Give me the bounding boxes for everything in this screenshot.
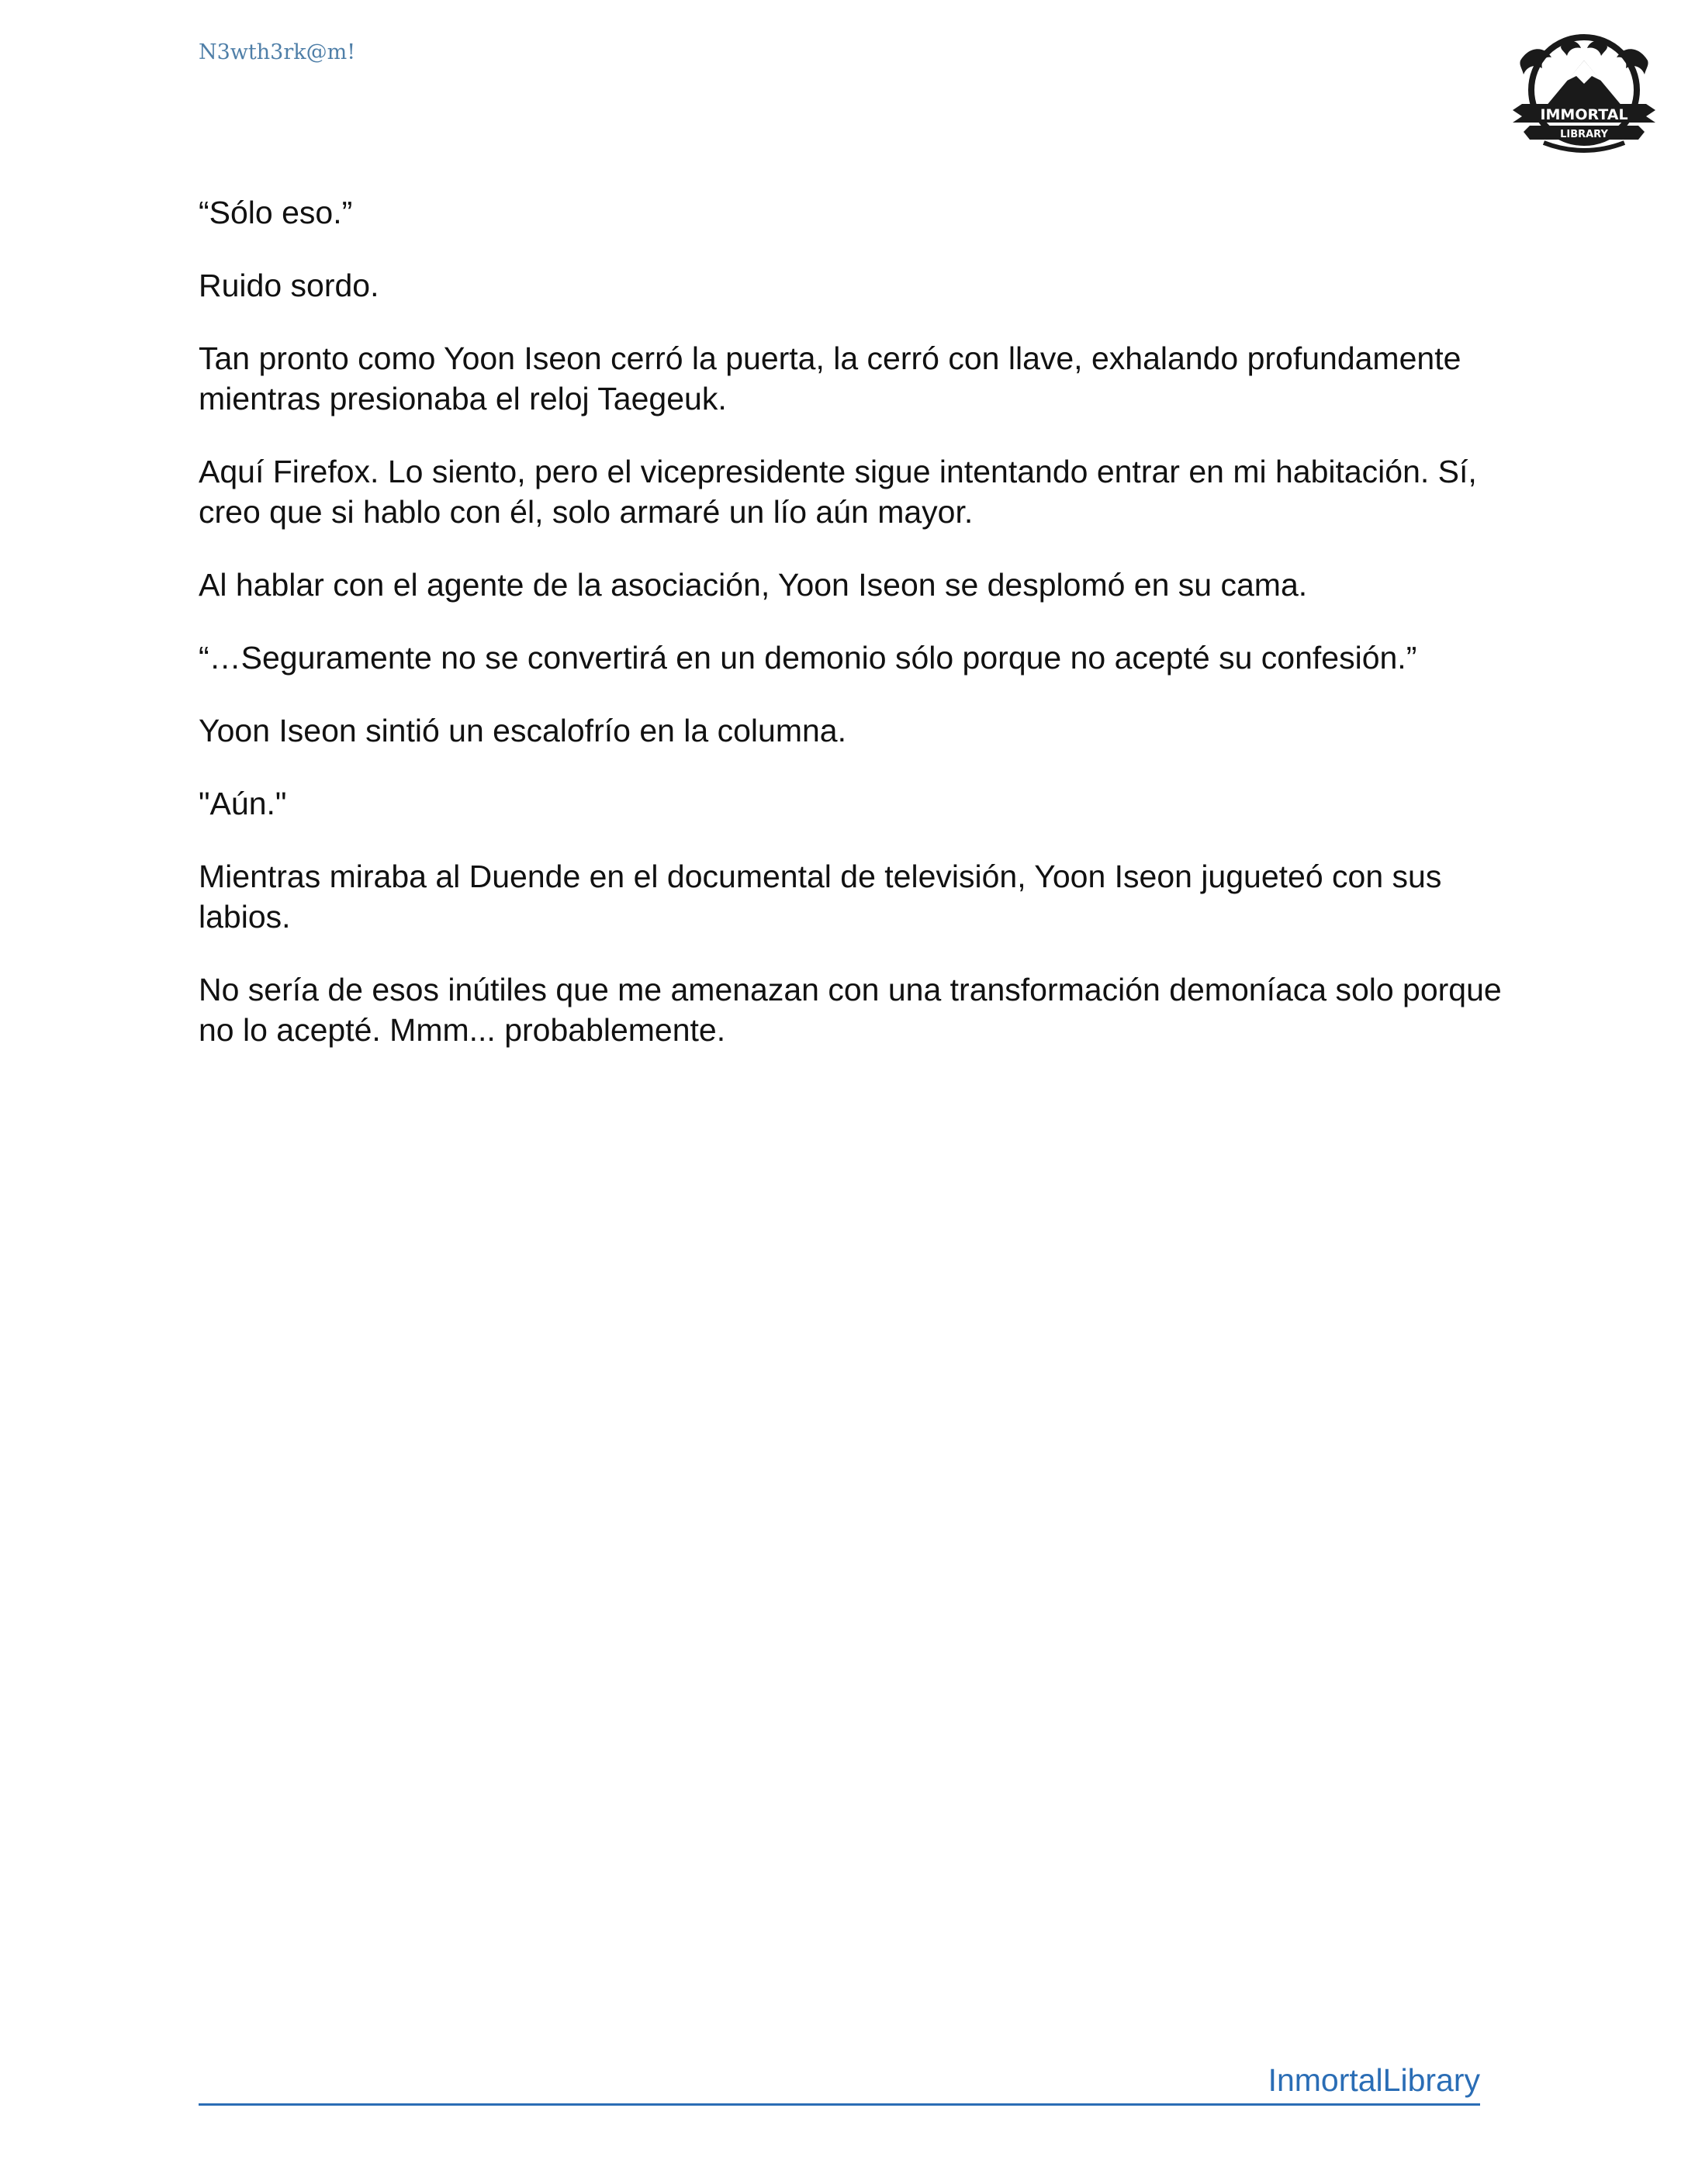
footer	[199, 2047, 1480, 2106]
svg-text:IMMORTAL: IMMORTAL	[1540, 106, 1628, 123]
paragraph: Mientras miraba al Duende en el documental de televisión, Yoon Iseon jugueteó con sus labios.	[199, 859, 1442, 935]
header-code: N3wth3rk@m!	[199, 40, 356, 64]
footer-link[interactable]: InmortalLibrary	[1268, 2062, 1480, 2098]
svg-text:LIBRARY: LIBRARY	[1560, 129, 1608, 140]
paragraph: "Aún."	[199, 786, 287, 821]
paragraph: “Sólo eso.”	[199, 195, 353, 230]
paragraph: “…Seguramente no se convertirá en un demonio sólo porque no acepté su confesión.”	[199, 640, 1417, 676]
paragraph: Ruido sordo.	[199, 268, 379, 303]
document-body	[199, 192, 1502, 1083]
paragraph: Yoon Iseon sintió un escalofrío en la columna.	[199, 713, 846, 748]
paragraph: Al hablar con el agente de la asociación, Yoon Iseon se desplomó en su cama.	[199, 567, 1308, 603]
paragraph: No sería de esos inútiles que me amenazan con una transformación demoníaca solo porque no lo acepté. Mmm... probablemente.	[199, 972, 1502, 1048]
immortal-library-logo	[1506, 29, 1662, 161]
paragraph: Tan pronto como Yoon Iseon cerró la puerta, la cerró con llave, exhalando profundamente mientras presionaba el reloj Taegeuk.	[199, 340, 1461, 416]
paragraph: Aquí Firefox. Lo siento, pero el vicepresidente sigue intentando entrar en mi habitación. Sí, creo que si hablo con él, solo armaré un lío aún mayor.	[199, 454, 1477, 530]
